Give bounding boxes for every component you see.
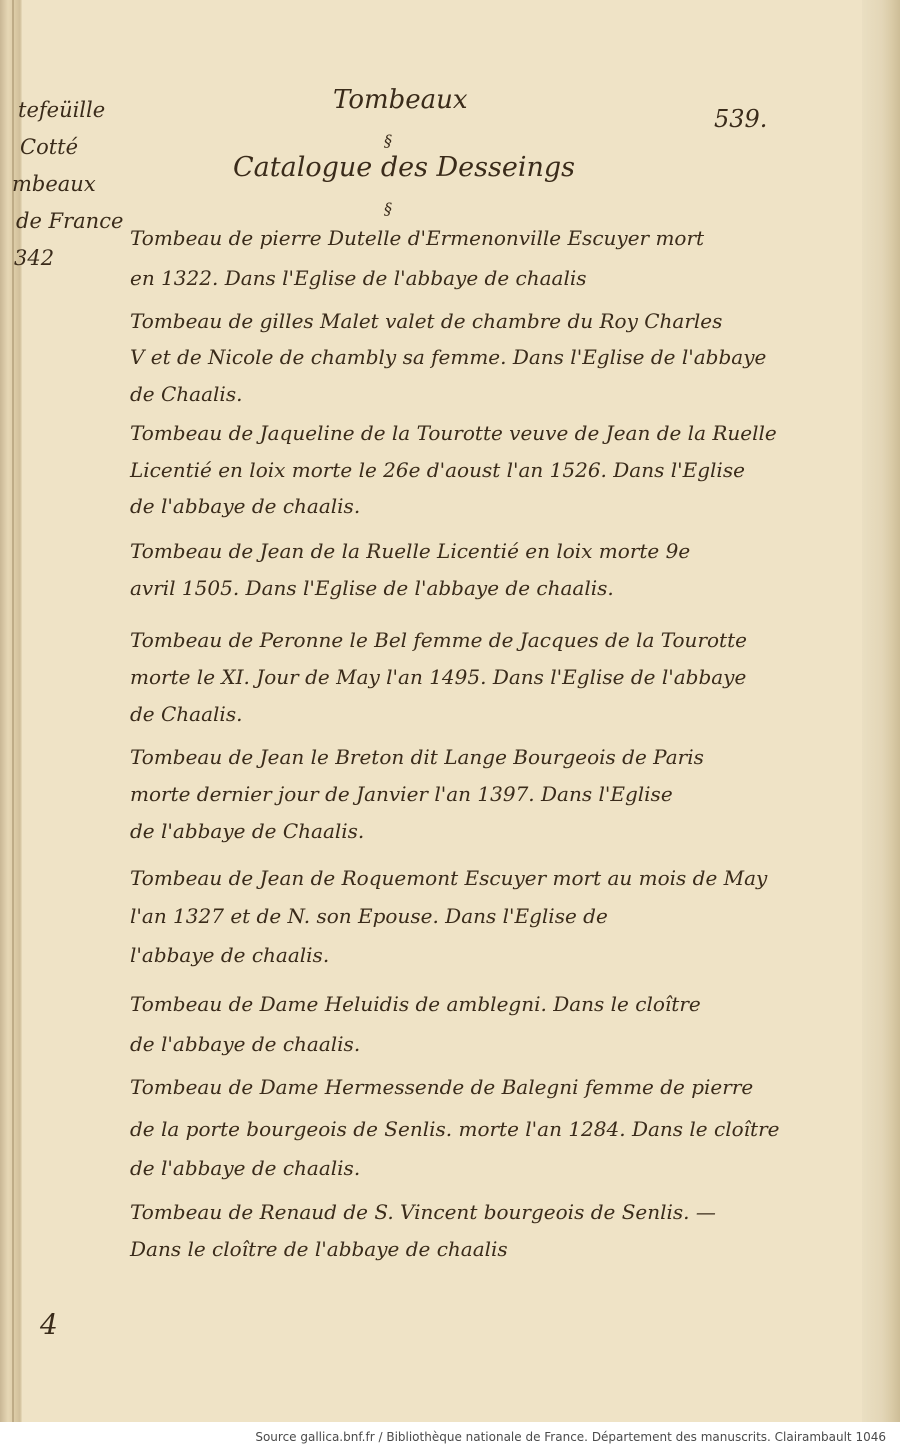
folio-mark: 4 xyxy=(40,1308,58,1341)
margin-note-line: mbeaux xyxy=(12,172,96,196)
margin-note-line: de France xyxy=(16,209,124,233)
entry-line: Tombeau de Renaud de S. Vincent bourgeois de Senlis. — xyxy=(130,1200,716,1224)
entry-line: Tombeau de Peronne le Bel femme de Jacques de la Tourotte xyxy=(130,628,747,652)
entry-line: de Chaalis. xyxy=(130,702,243,726)
source-credit: Source gallica.bnf.fr / Bibliothèque nationale de France. Département des manuscrits. Clairambault 1046 xyxy=(255,1430,886,1444)
entry-line: de l'abbaye de chaalis. xyxy=(130,1156,361,1180)
entry-line: en 1322. Dans l'Eglise de l'abbaye de chaalis xyxy=(130,266,587,290)
page-title: Tombeaux xyxy=(333,85,468,115)
entry-line: l'abbaye de chaalis. xyxy=(130,943,330,967)
entry-line: l'an 1327 et de N. son Epouse. Dans l'Eglise de xyxy=(130,904,608,928)
section-mark: § xyxy=(384,199,392,218)
entry-line: Tombeau de pierre Dutelle d'Ermenonville Escuyer mort xyxy=(130,226,705,250)
entry-line: de la porte bourgeois de Senlis. morte l'an 1284. Dans le cloître xyxy=(130,1117,780,1141)
entry-line: morte dernier jour de Janvier l'an 1397. Dans l'Eglise xyxy=(130,782,673,806)
section-mark: § xyxy=(384,131,392,150)
entry-line: Tombeau de gilles Malet valet de chambre du Roy Charles xyxy=(130,309,723,333)
entry-line: Dans le cloître de l'abbaye de chaalis xyxy=(130,1237,508,1261)
entry-line: avril 1505. Dans l'Eglise de l'abbaye de chaalis. xyxy=(130,576,614,600)
footer xyxy=(0,1422,900,1454)
entry-line: de l'abbaye de chaalis. xyxy=(130,494,361,518)
page-number: 539. xyxy=(714,105,768,133)
margin-note-line: 342 xyxy=(14,246,55,270)
entry-line: Tombeau de Jaqueline de la Tourotte veuve de Jean de la Ruelle xyxy=(130,421,777,445)
entry-line: Licentié en loix morte le 26e d'aoust l'an 1526. Dans l'Eglise xyxy=(130,458,745,482)
entry-line: Tombeau de Jean de Roquemont Escuyer mort au mois de May xyxy=(130,866,768,890)
margin-note-line: tefeüille xyxy=(18,98,106,122)
fold-line xyxy=(12,0,14,1422)
page-edge xyxy=(862,0,900,1422)
entry-line: de l'abbaye de Chaalis. xyxy=(130,819,365,843)
entry-line: V et de Nicole de chambly sa femme. Dans l'Eglise de l'abbaye xyxy=(130,345,767,369)
entry-line: morte le XI. Jour de May l'an 1495. Dans l'Eglise de l'abbaye xyxy=(130,665,747,689)
entry-line: Tombeau de Dame Heluidis de amblegni. Dans le cloître xyxy=(130,992,701,1016)
entry-line: de l'abbaye de chaalis. xyxy=(130,1032,361,1056)
entry-line: Tombeau de Dame Hermessende de Balegni femme de pierre xyxy=(130,1075,754,1099)
entry-line: Tombeau de Jean de la Ruelle Licentié en loix morte 9e xyxy=(130,539,691,563)
entry-line: de Chaalis. xyxy=(130,382,243,406)
entry-line: Tombeau de Jean le Breton dit Lange Bourgeois de Paris xyxy=(130,745,704,769)
margin-note-line: Cotté xyxy=(20,135,79,159)
page-subtitle: Catalogue des Desseings xyxy=(233,152,576,183)
